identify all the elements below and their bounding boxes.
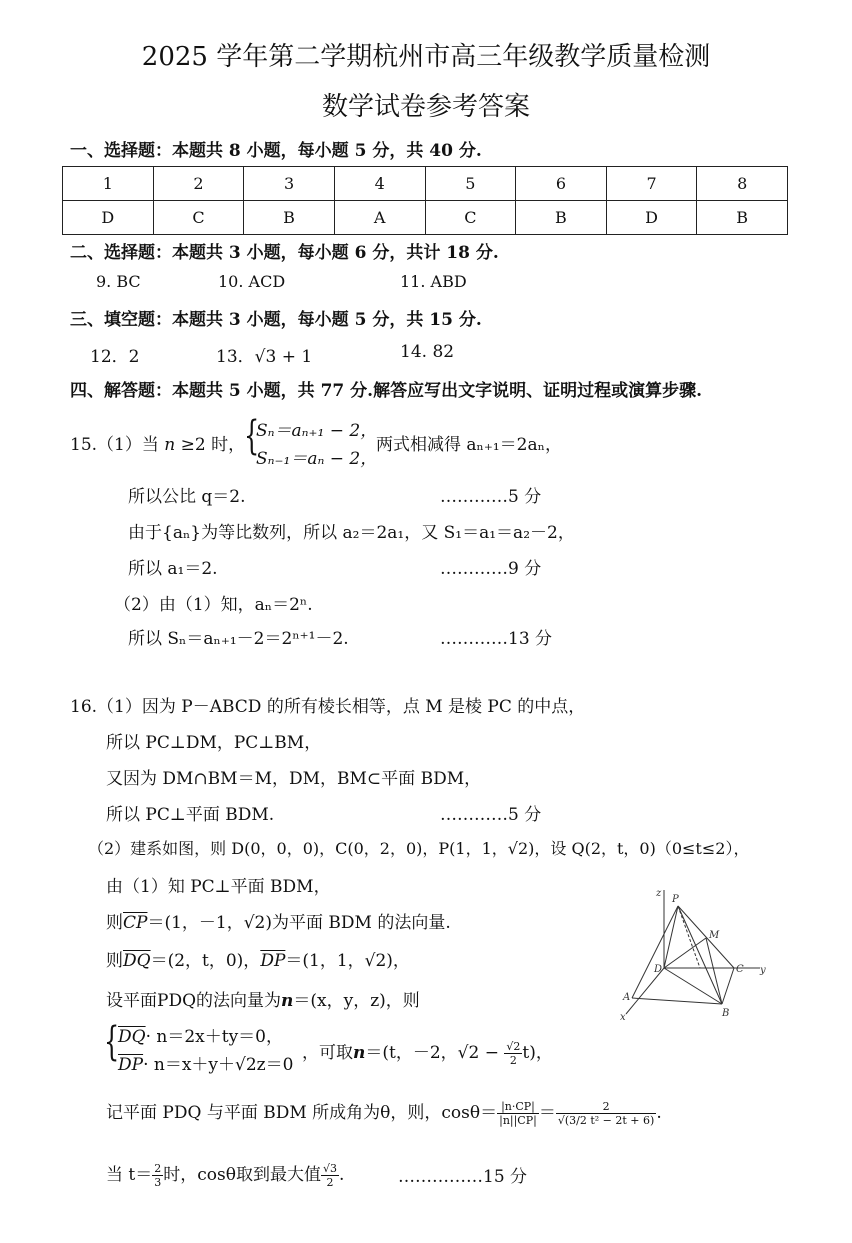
q16-line-8 <box>106 946 410 971</box>
table-cell: 8 <box>697 167 788 201</box>
table-cell: 4 <box>334 167 425 201</box>
q15-text: 15.（1）当 <box>70 435 159 455</box>
q16-text: · n＝x＋y＋√2z＝0 <box>143 1055 294 1075</box>
q15-line-1 <box>70 430 245 455</box>
section-1-heading: 一、选择题：本题共 8 小题，每小题 5 分，共 40 分. <box>70 141 482 161</box>
q15-system-eq-1: Sₙ＝aₙ₊₁ − 2， <box>256 421 378 441</box>
page-title: 2025 学年第二学期杭州市高三年级教学质量检测 <box>141 42 711 72</box>
answer-13-value: √3 + 1 <box>254 347 313 367</box>
q16-text: 则 <box>106 913 123 933</box>
answer-11: 11. ABD <box>400 272 467 291</box>
q16-system-eq-1 <box>118 1022 283 1047</box>
page-subtitle: 数学试卷参考答案 <box>321 92 530 122</box>
q15-line-4: 所以 a₁＝2. <box>128 559 218 579</box>
q15-line-6: 所以 Sₙ＝aₙ₊₁－2＝2ⁿ⁺¹－2. <box>128 629 349 649</box>
q16-line-2: 所以 PC⊥DM，PC⊥BM， <box>106 733 322 753</box>
q15-var-n: n <box>164 435 176 455</box>
q16-line-12 <box>106 1160 344 1189</box>
table-cell: C <box>153 201 244 235</box>
section-4-heading: 四、解答题：本题共 5 小题，共 77 分.解答应写出文字说明、证明过程或演算步骤. <box>70 381 702 401</box>
answer-13-label: 13． <box>216 347 255 367</box>
figure-label: P <box>672 894 679 905</box>
q16-line-3: 又因为 DM∩BM＝M，DM，BM⊂平面 BDM， <box>106 769 482 789</box>
vector-n: n <box>353 1043 366 1063</box>
fraction-denominator: 2 <box>509 1054 517 1067</box>
q16-text: 则 <box>106 951 123 971</box>
fraction-denominator: √(3/2 t² − 2t + 6) <box>557 1114 655 1127</box>
q16-line-9 <box>106 986 420 1011</box>
table-cell: A <box>334 201 425 235</box>
q15-points-1: …………5 分 <box>440 487 542 507</box>
table-cell: 2 <box>153 167 244 201</box>
segment-mb <box>706 938 722 1004</box>
q16-line-5: （2）建系如图，则 D(0，0，0)，C(0，2，0)，P(1，1，√2)，设 Q(2，t，0)（0≤t≤2）， <box>88 839 750 858</box>
q16-text: ，可取 <box>302 1043 353 1063</box>
q16-points-1: …………5 分 <box>440 805 542 825</box>
fraction-numerator: 2 <box>556 1100 656 1114</box>
q16-text: · n＝2x＋ty＝0， <box>145 1027 283 1047</box>
answer-10: 10. ACD <box>218 272 286 291</box>
q16-text: t)， <box>522 1043 553 1063</box>
vector-dp: $\overline{DP}$ <box>260 951 286 971</box>
q15-system-eq-2: Sₙ₋₁＝aₙ − 2， <box>256 449 378 469</box>
fraction <box>152 1162 163 1189</box>
vector-n: n <box>281 991 294 1011</box>
fraction <box>497 1100 539 1127</box>
q15-line-2: 所以公比 q＝2. <box>128 487 246 507</box>
section-3-heading: 三、填空题：本题共 3 小题，每小题 5 分，共 15 分. <box>70 310 482 330</box>
q16-line-7 <box>106 908 451 933</box>
table-cell: B <box>244 201 335 235</box>
fraction-denominator: |n||CP| <box>499 1114 537 1127</box>
figure-label: A <box>623 992 631 1003</box>
fraction-numerator: |n·CP| <box>497 1100 539 1114</box>
q16-text: . <box>338 1165 345 1185</box>
table-cell: D <box>63 201 154 235</box>
q16-text: ＝(2，t，0)， <box>150 951 261 971</box>
figure-label: B <box>722 1008 730 1019</box>
figure-label: y <box>760 965 766 976</box>
q16-text: . <box>656 1103 662 1123</box>
table-cell: D <box>606 201 697 235</box>
edge-pa <box>632 906 678 998</box>
pyramid-figure <box>612 880 772 1020</box>
table-row-answers <box>63 201 788 235</box>
answer-14: 14. 82 <box>400 342 455 362</box>
vector-dq: $\overline{DQ}$ <box>123 951 151 971</box>
q16-points-2: ……………15 分 <box>398 1167 528 1187</box>
answer-13 <box>216 342 312 367</box>
fraction-numerator: 2 <box>154 1162 162 1175</box>
table-cell: 3 <box>244 167 335 201</box>
q16-text: ＝(1，1，√2)， <box>285 951 410 971</box>
q16-text: 当 t＝ <box>106 1165 153 1185</box>
segment-dm <box>664 938 706 968</box>
figure-label: M <box>709 930 720 941</box>
vector-cp: $\overline{CP}$ <box>123 913 148 933</box>
edge-bc <box>722 968 734 1004</box>
answer-9: 9. BC <box>96 272 141 291</box>
choice-answer-table <box>62 166 788 235</box>
edge-pd <box>664 906 678 968</box>
fraction <box>321 1162 339 1189</box>
q16-text: 时，cosθ取到最大值 <box>163 1165 321 1185</box>
q16-system-eq-2 <box>118 1050 293 1075</box>
q16-line-11 <box>106 1098 662 1127</box>
figure-label: z <box>656 888 662 899</box>
q16-text: ＝(x，y，z)，则 <box>293 991 420 1011</box>
table-row-numbers <box>63 167 788 201</box>
table-cell: B <box>697 201 788 235</box>
segment-db <box>664 968 722 1004</box>
figure-label: C <box>736 964 744 975</box>
q16-line-10 <box>302 1038 553 1067</box>
system-brace-icon: { <box>104 1019 120 1065</box>
segment-pq <box>678 906 700 968</box>
fraction-numerator: √2 <box>506 1040 521 1053</box>
q15-points-3: …………13 分 <box>440 629 553 649</box>
section-2-heading: 二、选择题：本题共 3 小题，每小题 6 分，共计 18 分. <box>70 243 499 263</box>
fraction-denominator: 3 <box>154 1176 162 1189</box>
vector-dp: $\overline{DP}$ <box>118 1055 144 1075</box>
q16-text: ＝ <box>538 1103 556 1123</box>
fraction-denominator: 2 <box>326 1176 334 1189</box>
q15-line-3: 由于{aₙ}为等比数列，所以 a₂＝2a₁，又 S₁＝a₁＝a₂－2， <box>128 523 575 543</box>
edge-pc <box>678 906 734 968</box>
figure-label: x <box>620 1012 626 1020</box>
figure-label: D <box>654 964 663 975</box>
table-cell: 7 <box>606 167 697 201</box>
q15-points-2: …………9 分 <box>440 559 542 579</box>
q16-text: 记平面 PDQ 与平面 BDM 所成角为θ，则，cosθ＝ <box>106 1103 498 1123</box>
table-cell: B <box>516 201 607 235</box>
q16-line-6: 由（1）知 PC⊥平面 BDM， <box>106 877 331 897</box>
table-cell: 5 <box>425 167 516 201</box>
q16-text: ＝(1，－1，√2)为平面 BDM 的法向量. <box>147 913 451 933</box>
q16-text: 设平面PDQ的法向量为 <box>106 991 282 1011</box>
fraction <box>504 1040 522 1067</box>
fraction <box>556 1100 656 1127</box>
q15-text: ≥2 时， <box>180 435 246 455</box>
q16-text: ＝(t，－2，√2 − <box>365 1043 499 1063</box>
table-cell: 6 <box>516 167 607 201</box>
fraction-numerator: √3 <box>322 1162 337 1175</box>
answer-12: 12．2 <box>90 347 140 367</box>
system-brace-icon: { <box>244 413 260 459</box>
q15-line-1-result: 两式相减得 aₙ₊₁＝2aₙ， <box>376 435 562 455</box>
edge-pb <box>678 906 722 1004</box>
q16-line-1: 16.（1）因为 P－ABCD 的所有棱长相等，点 M 是棱 PC 的中点， <box>70 697 586 717</box>
q16-line-4: 所以 PC⊥平面 BDM. <box>106 805 275 825</box>
vector-dq: $\overline{DQ}$ <box>118 1027 146 1047</box>
q15-line-5: （2）由（1）知，aₙ＝2ⁿ. <box>114 595 313 615</box>
edge-ab <box>632 998 722 1004</box>
table-cell: 1 <box>63 167 154 201</box>
table-cell: C <box>425 201 516 235</box>
